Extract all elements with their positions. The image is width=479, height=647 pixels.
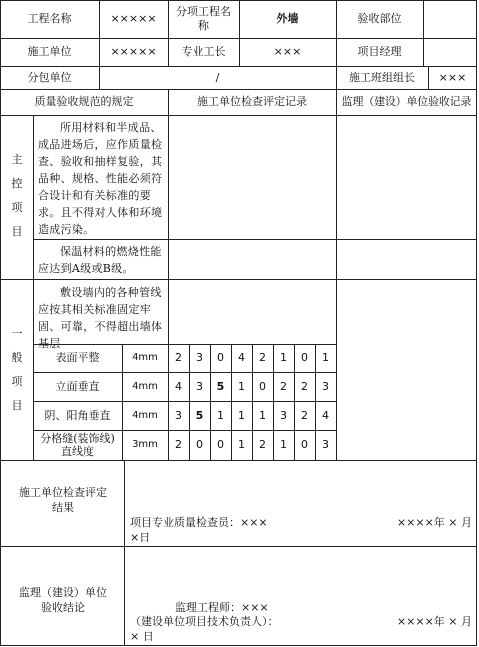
acceptance-part-value: [423, 0, 477, 38]
team-leader-label: 施工班组组长: [349, 70, 415, 84]
construction-result-date: ××××年 × 月: [396, 516, 472, 529]
measurement-cell: 3: [196, 351, 203, 364]
row-tolerance: 4mm: [132, 380, 158, 392]
main-items-label: 主控项目: [11, 153, 23, 238]
spec-column-header: 质量验收规范的规定: [34, 95, 134, 108]
project-manager-label: 项目经理: [357, 45, 402, 58]
measurement-cell: 3: [175, 408, 182, 422]
measurement-cell: 2: [301, 379, 308, 393]
row-tolerance: 3mm: [132, 439, 158, 450]
measurement-cell: 1: [322, 351, 329, 364]
measurement-cell: 4: [238, 351, 245, 364]
measurement-cell: 2: [280, 379, 287, 393]
sub-project-value: 外墙: [276, 12, 299, 25]
construction-unit-label: 施工单位: [27, 45, 72, 58]
measurement-cell: 3: [196, 379, 203, 393]
measurement-cell: 1: [238, 438, 245, 451]
tech-lead-text: （建设单位项目技术负责人）：: [130, 615, 279, 628]
measurement-cell: 1: [238, 379, 245, 393]
project-manager-value: [423, 38, 477, 66]
subcontractor-value: /: [215, 70, 220, 84]
main-item-fire-rating: 保温材料的燃烧性能应达到A级或B级。: [38, 245, 162, 275]
measurement-cell: 3: [322, 379, 329, 393]
row-name-surface-flatness: 表面平整: [55, 351, 100, 364]
sub-project-label: 分项工程名称: [176, 5, 231, 32]
supervision-result-date-day: × 日: [130, 629, 154, 643]
measurement-cell: 2: [175, 351, 182, 364]
construction-result-date-day: ×日: [130, 531, 151, 544]
measurement-cell: 0: [217, 438, 224, 451]
supervision-result-date: ××××年 × 月: [396, 615, 472, 628]
construction-result-label: 施工单位检查评定结果: [19, 486, 107, 514]
measurement-cell: 0: [301, 438, 308, 451]
quality-inspector-text: 项目专业质量检查员：×××: [130, 516, 268, 529]
measurement-cell: 0: [259, 379, 266, 393]
acceptance-part-label: 验收部位: [357, 12, 402, 25]
measurement-cell: 1: [259, 408, 266, 422]
measurement-cell: 4: [175, 379, 182, 393]
measurement-cell: 0: [196, 438, 203, 451]
measurement-cell: 2: [259, 438, 266, 451]
general-items-label: 一般项目: [11, 327, 23, 412]
supervision-record-column-header: 监理（建设）单位验收记录: [341, 95, 472, 108]
construction-unit-value: ×××××: [110, 45, 157, 58]
project-name-label: 工程名称: [27, 12, 72, 25]
construction-record-column-header: 施工单位检查评定记录: [197, 95, 307, 108]
team-leader-value: ×××: [438, 70, 467, 84]
measurement-cell: 1: [280, 351, 287, 364]
row-name-vertical-plumbness: 立面垂直: [55, 379, 100, 393]
measurement-cell: 3: [322, 438, 329, 451]
supervising-engineer-text: 监理工程师：×××: [175, 601, 269, 614]
measurement-cell: 5: [216, 379, 225, 393]
project-name-value: ×××××: [110, 12, 157, 25]
measurement-cell: 5: [195, 408, 204, 422]
measurement-cell: 1: [280, 438, 287, 451]
row-name-corner-plumbness: 阴、阳角垂直: [44, 408, 111, 422]
measurement-cell: 0: [217, 351, 224, 364]
measurement-cell: 3: [280, 408, 287, 422]
general-item-pipelines: 敷设墙内的各种管线应按其相关标准固定牢固、可靠，不得超出墙体基层: [38, 286, 163, 350]
row-tolerance: 4mm: [132, 352, 158, 363]
measurement-cell: 0: [301, 351, 308, 364]
measurement-cell: 1: [217, 408, 224, 422]
foreman-label: 专业工长: [181, 45, 226, 58]
measurement-cell: 2: [301, 408, 308, 422]
foreman-value: ×××: [273, 45, 302, 58]
supervision-result-label: 监理（建设）单位验收结论: [19, 586, 107, 614]
row-tolerance: 4mm: [132, 409, 158, 421]
row-name-joint-straightness: 分格缝(装饰线)直线度: [40, 432, 115, 458]
measurement-cell: 1: [238, 408, 245, 422]
measurement-cell: 2: [175, 438, 182, 451]
main-item-materials: 所用材料和半成品、成品进场后，应作质量检查、验收和抽样复验，其品种、规格、性能必须符合设计和有关标准的要求。且不得对人体和环境造成污染。: [38, 121, 163, 236]
measurement-cell: 2: [259, 351, 266, 364]
subcontractor-label: 分包单位: [27, 70, 72, 84]
measurement-cell: 4: [322, 408, 329, 422]
